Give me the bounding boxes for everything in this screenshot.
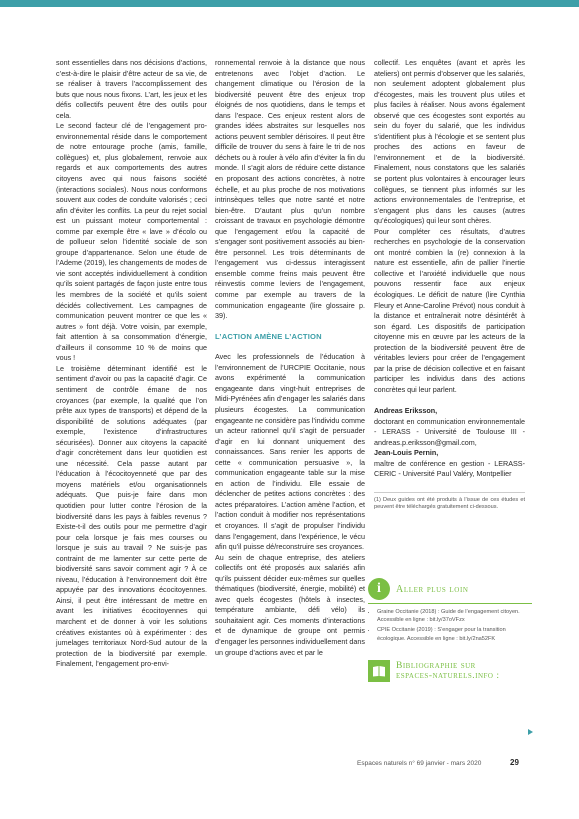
aller-plus-loin-header bbox=[368, 578, 532, 600]
resource-link[interactable]: • CPIE Occitanie (2019) : S’engager pour la transition écologique. Accessible en ligne : bit.ly/2na52FK bbox=[377, 626, 532, 642]
paragraph: sont essentielles dans nos décisions d’actions, c’est-à-dire le plaisir d’être acteur de sa vie, de se réaliser à travers l’accomplissement des buts que nous nous fixons. L’art, les jeux et les défis collectifs peuvent être des outils pour cela. bbox=[56, 58, 207, 120]
paragraph: ronnemental renvoie à la distance que nous entretenons avec l’objet d’action. Le changement climatique ou l’érosion de la biodiversité peuvent être des enjeux trop éloignés de nos quotidiens, dans le temps et dans l’espace. Ces enjeux restent alors de grandes idées abstraites sur lesquelles nos actions peuvent sembler dérisoires. Il peut être difficile de trouver du sens à faire le tri de nos déchets ou à rouler à vélo afin d’éviter la fin du monde. Il s’agit alors de réduire cette distance en proposant des actions concrètes, à notre échelle, et au plus proche de nos motivations intrinsèques telles que notre santé et notre bien-être. D’autant plus qu’un nombre croissant de travaux en psychologie démontre que l’engagement et/ou la capacité de s’engager sont positivement associés au bien-être personnel. Les trois déterminants de l’engagement vus ci-dessus interagissent ensemble comme freins mais peuvent être réinvestis comme leviers de l’engagement, comme par exemple au travers de la communication engageante (lire glossaire p. 39). bbox=[215, 58, 365, 321]
book-icon bbox=[368, 660, 390, 682]
paragraph: Le second facteur clé de l’engagement pro-environnemental réside dans le comportement de notre entourage proche (amis, famille, collègues) et, plus globalement, renvoie aux regards et aux comportements des autres citoyens avec qui nous faisons société (interactions sociales). Nous nous conformons souvent aux codes de conduite valorisés ; ceci afin d’éviter les conflits. La peur du rejet social est un puissant moteur comportemental : comme par exemple être « lave » d’écolo ou de pollueur selon l’identité sociale de son groupe d’appartenance. Selon une étude de l’Ademe (2019), les changements de modes de vie sont acceptés individuellement à condition qu’ils soient partagés de façon juste entre tous les membres de la société et qu’ils soient décidés collectivement. Les campagnes de communication peuvent montrer ce que les « autres » font déjà. Votre voisin, par exemple, fait attention à sa consommation d’énergie, d’ailleurs il consomme 10 % de moins que vous ! bbox=[56, 121, 207, 363]
paragraph: Au sein de chaque entreprise, des ateliers collectifs ont été proposés aux salariés afin qu’ils puissent décider eux-mêmes sur quelles thématiques (biodiversité, énergie, mobilité) et avec quels écogestes (hôtels à insectes, température ambiante, défi vélo) ils souhaitaient agir. Ces moments d’interactions et de dynamique de groupe ont permis d’engager les personnes individuellement dans un groupe d’actions avec et par le bbox=[215, 552, 365, 657]
bibliographie-box bbox=[368, 660, 532, 682]
paragraph: Le troisième déterminant identifié est le sentiment d’avoir ou pas la capacité d’agir. Ce sentiment de contrôle émane de nos croyances (par exemple, la qualité que l’on prête aux types de transports) et dépend de la disponibilité de solutions adéquates (par exemple, l’existence d’infrastructures sécurisées). Donner aux citoyens la capacité d’agir concrètement dans leur quotidien est une nécessité. Cela passe autant par l’éducation à l’écocitoyenneté que par des moyens matériels et/ou organisationnels adéquats. Que puis-je faire dans mon quotidien pour lutter contre l’érosion de la biodiversité dans les pays à faibles revenus ? Existe-t-il des outils pour me permettre d’agir pour cela lorsque je fais mes courses ou lorsque je suis au travail ? Ne suis-je pas contraint de me lamenter sur cette perte de biodiversité sans savoir comment agir ? À ce niveau, l’éducation à l’environnement doit être appuyée par des innovations écocitoyennes. Ainsi, il peut être intéressant de mettre en avant les initiatives écocitoyennes qui marchent et de donner à voir les solutions créatives existantes où à expérimenter : des jumelages territoriaux Nord-Sud autour de la protection de la biodiversité par exemple. Finalement, l’engagement pro-envi- bbox=[56, 363, 207, 669]
author-name: Andreas Eriksson, bbox=[374, 406, 438, 416]
divider bbox=[368, 603, 532, 604]
bibliographie-header bbox=[368, 660, 532, 682]
top-accent-bar bbox=[0, 0, 579, 7]
paragraph: Pour compléter ces résultats, d’autres recherches en psychologie de la conservation ont montré combien la (re) connexion à la nature est essentielle, afin de pallier l’inertie collective et l’anxiété individuelle que nous pouvons ressentir face aux enjeux écologiques. Le déficit de nature (lire Cynthia Fleury et Anne-Caroline Prévot) nous conduit à la distance et entraînerait notre désintérêt à son égard. Les dispositifs de participation citoyenne mis en œuvre par les acteurs de la protection de la biodiversité peuvent être de véritables leviers pour créer de l’engagement par la prise de décision collective et en faisant participer les individus dans des actions concrètes qui leur parlent. bbox=[374, 226, 525, 394]
column-2 bbox=[215, 58, 365, 658]
bibliographie-title[interactable]: Bibliographie sur bbox=[396, 661, 476, 671]
continue-arrow-icon bbox=[528, 729, 533, 735]
paragraph: Avec les professionnels de l’éducation à l’environnement de l’URCPIE Occitanie, nous avons expérimenté la communication engageante dans vingt-huit entreprises de Midi-Pyrénées afin d’engager les salariés dans plusieurs écogestes. La communication engageante ne considère pas l’individu comme un acteur rationnel qu’il s’agit de persuader d’agir en lui donnant uniquement des connaissances. Sans renier les apports de cette « communication persuasive », la communication engageante table sur la mise en action de l’individu. Elle essaie de déclencher de petites actions concrètes : des actes préparatoires. L’action amène l’action, et l’action conduit à modifier nos représentations et croyances. Il s’agit de propulser l’individu dans l’engagement, dans l’expérience, le vécu afin qu’il puisse dé/reconstruire ses croyances. bbox=[215, 352, 365, 552]
bibliographie-subtitle[interactable]: espaces-naturels.info : bbox=[396, 671, 500, 681]
footnote: (1) Deux guides ont été produits à l’issue de ces études et peuvent être téléchargés gratuitement ci-dessous. bbox=[374, 492, 525, 512]
section-heading: L’ACTION AMÈNE L’ACTION bbox=[215, 331, 322, 341]
aller-plus-loin-title: Aller plus loin bbox=[396, 583, 469, 595]
info-icon: i bbox=[368, 578, 390, 600]
aller-plus-loin-box bbox=[368, 578, 532, 645]
author-credits bbox=[374, 396, 525, 480]
column-3 bbox=[374, 58, 525, 512]
footer-text: Espaces naturels n° 69 janvier - mars 2020 bbox=[357, 760, 482, 767]
page-number: 29 bbox=[510, 758, 519, 767]
resource-link[interactable]: • Graine Occitanie (2018) : Guide de l’engagement citoyen. Accessible en ligne : bit.ly/37oVFzx bbox=[377, 608, 532, 624]
bibliographie-title-wrap bbox=[396, 661, 499, 681]
author-role: doctorant en communication environnementale - LERASS - Université de Toulouse III - andreas.p.eriksson@gmail.com, bbox=[374, 416, 525, 447]
column-1 bbox=[56, 58, 207, 670]
resource-list bbox=[368, 608, 532, 643]
paragraph: collectif. Les enquêtes (avant et après les ateliers) ont permis d’observer que les salariés, non seulement adoptent globalement plus d’écogestes, mais les trouvent plus utiles et plus faciles à réaliser. Nous avons également observé que ces écogestes sont exportés au sein du foyer du salarié, que les individus s’identifient plus à l’écologie et se sentent plus proches des actions en faveur de l’environnement et de la biodiversité. Finalement, nous constatons que les salariés se portent plus volontaires à encourager leurs collègues, se tiennent plus informés sur les actions environnementales de l’entreprise, et s’engagent plus dans les causes (autres qu’écologiques) qui leur sont chères. bbox=[374, 58, 525, 226]
author-role: maître de conférence en gestion - LERASS-CERIC - Université Paul Valéry, Montpellier bbox=[374, 458, 525, 479]
author-name: Jean-Louis Pernin, bbox=[374, 448, 439, 458]
